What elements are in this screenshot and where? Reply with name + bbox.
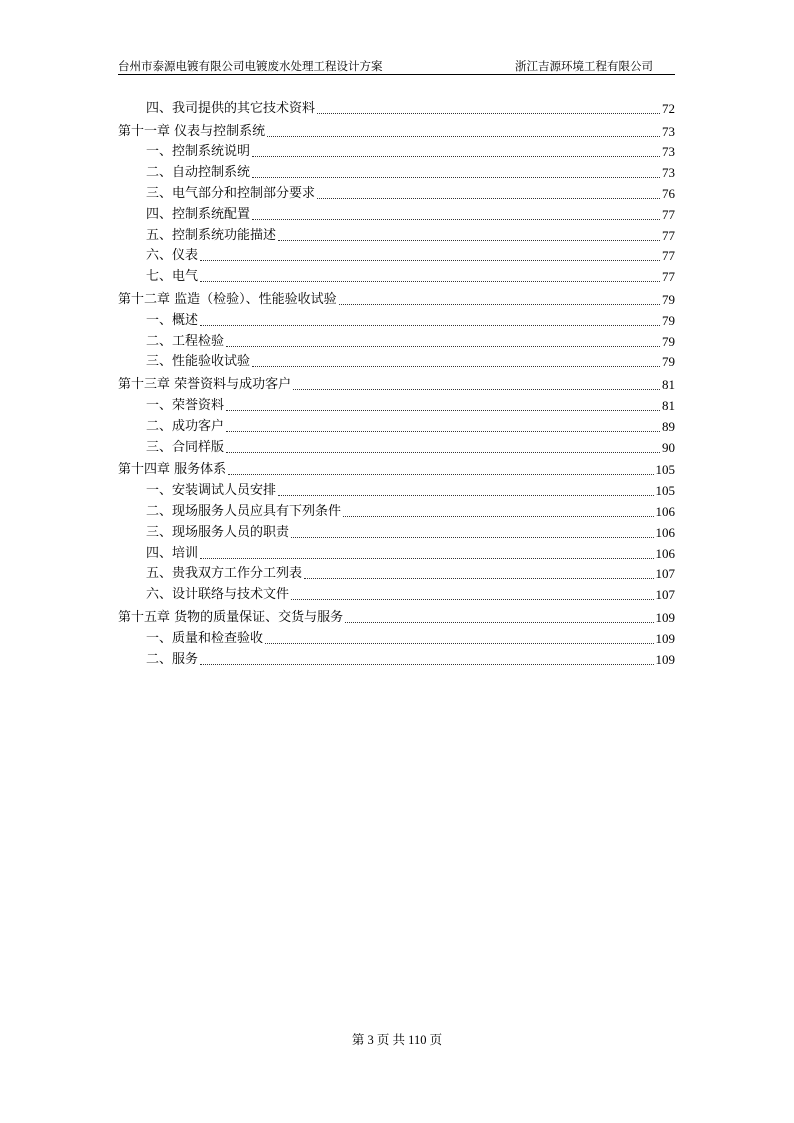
toc-section-entry[interactable]: [118, 183, 675, 204]
toc-leader-dots: [278, 495, 653, 496]
toc-section-entry[interactable]: [118, 649, 675, 670]
toc-entry-page-number: 77: [662, 269, 675, 285]
toc-leader-dots: [226, 431, 660, 432]
toc-entry-label: 第十三章 荣誉资料与成功客户: [118, 377, 292, 393]
toc-entry-label: 四、控制系统配置: [146, 206, 251, 222]
toc-section-entry[interactable]: [118, 98, 675, 119]
toc-entry-page-number: 72: [662, 100, 675, 116]
toc-section-entry[interactable]: [118, 142, 675, 163]
toc-entry-label: 第十一章 仪表与控制系统: [118, 123, 266, 139]
toc-entry-label: 五、贵我双方工作分工列表: [146, 566, 303, 582]
toc-leader-dots: [200, 281, 660, 282]
toc-entry-page-number: 106: [655, 545, 675, 561]
page-header: [118, 58, 675, 75]
toc-chapter-entry[interactable]: [118, 121, 675, 142]
toc-leader-dots: [291, 599, 653, 600]
toc-entry-label: 三、现场服务人员的职责: [146, 524, 290, 540]
toc-section-entry[interactable]: [118, 416, 675, 437]
toc-leader-dots: [252, 219, 660, 220]
toc-entry-page-number: 109: [655, 651, 675, 667]
toc-entry-label: 二、工程检验: [146, 333, 225, 349]
toc-entry-label: 一、概述: [146, 312, 199, 328]
toc-leader-dots: [265, 643, 653, 644]
toc-entry-label: 四、我司提供的其它技术资料: [146, 100, 316, 116]
toc-entry-page-number: 79: [662, 354, 675, 370]
toc-entry-page-number: 73: [662, 165, 675, 181]
table-of-contents: [118, 98, 675, 670]
toc-section-entry[interactable]: [118, 395, 675, 416]
toc-entry-label: 第十二章 监造（检验）、性能验收试验: [118, 291, 337, 307]
toc-entry-page-number: 89: [662, 418, 675, 434]
toc-entry-label: 四、培训: [146, 545, 199, 561]
toc-chapter-entry[interactable]: [118, 460, 675, 481]
toc-entry-page-number: 106: [655, 524, 675, 540]
toc-leader-dots: [278, 240, 660, 241]
toc-entry-page-number: 90: [662, 439, 675, 455]
toc-leader-dots: [200, 664, 653, 665]
toc-entry-page-number: 107: [655, 566, 675, 582]
toc-entry-page-number: 73: [662, 123, 675, 139]
toc-chapter-entry[interactable]: [118, 607, 675, 628]
toc-leader-dots: [293, 389, 660, 390]
toc-leader-dots: [317, 113, 660, 114]
toc-leader-dots: [200, 325, 660, 326]
toc-entry-label: 第十四章 服务体系: [118, 462, 227, 478]
toc-entry-label: 六、设计联络与技术文件: [146, 587, 290, 603]
toc-entry-page-number: 73: [662, 144, 675, 160]
toc-leader-dots: [226, 346, 660, 347]
toc-entry-label: 二、现场服务人员应具有下列条件: [146, 503, 342, 519]
toc-section-entry[interactable]: [118, 331, 675, 352]
toc-leader-dots: [252, 366, 660, 367]
toc-entry-label: 一、控制系统说明: [146, 144, 251, 160]
toc-leader-dots: [343, 516, 653, 517]
header-project-title: 台州市泰源电镀有限公司电镀废水处理工程设计方案: [118, 59, 383, 73]
toc-section-entry[interactable]: [118, 522, 675, 543]
toc-entry-label: 三、性能验收试验: [146, 354, 251, 370]
toc-entry-page-number: 79: [662, 333, 675, 349]
toc-entry-label: 一、质量和检查验收: [146, 630, 264, 646]
toc-leader-dots: [226, 410, 660, 411]
toc-entry-page-number: 107: [655, 587, 675, 603]
toc-leader-dots: [304, 578, 653, 579]
toc-entry-page-number: 79: [662, 312, 675, 328]
page-footer: 第 3 页 共 110 页: [351, 1033, 443, 1047]
toc-entry-label: 二、成功客户: [146, 418, 225, 434]
toc-entry-page-number: 77: [662, 248, 675, 264]
toc-entry-label: 二、自动控制系统: [146, 165, 251, 181]
toc-section-entry[interactable]: [118, 162, 675, 183]
toc-entry-page-number: 77: [662, 206, 675, 222]
toc-section-entry[interactable]: [118, 437, 675, 458]
toc-section-entry[interactable]: [118, 225, 675, 246]
toc-leader-dots: [317, 198, 660, 199]
toc-entry-label: 六、仪表: [146, 248, 199, 264]
toc-entry-page-number: 105: [655, 462, 675, 478]
toc-leader-dots: [252, 156, 660, 157]
toc-entry-label: 三、合同样版: [146, 439, 225, 455]
toc-section-entry[interactable]: [118, 266, 675, 287]
toc-entry-label: 一、安装调试人员安排: [146, 483, 277, 499]
toc-leader-dots: [228, 474, 653, 475]
toc-leader-dots: [200, 260, 660, 261]
toc-entry-label: 三、电气部分和控制部分要求: [146, 185, 316, 201]
toc-leader-dots: [200, 558, 653, 559]
toc-section-entry[interactable]: [118, 480, 675, 501]
toc-entry-label: 一、荣誉资料: [146, 397, 225, 413]
toc-section-entry[interactable]: [118, 543, 675, 564]
toc-section-entry[interactable]: [118, 352, 675, 373]
toc-entry-label: 五、控制系统功能描述: [146, 227, 277, 243]
toc-leader-dots: [267, 136, 660, 137]
toc-leader-dots: [291, 537, 653, 538]
toc-section-entry[interactable]: [118, 204, 675, 225]
toc-entry-page-number: 106: [655, 503, 675, 519]
toc-entry-page-number: 105: [655, 483, 675, 499]
toc-entry-label: 二、服务: [146, 651, 199, 667]
toc-entry-page-number: 109: [655, 630, 675, 646]
header-company-name: 浙江吉源环境工程有限公司: [515, 59, 653, 73]
toc-section-entry[interactable]: [118, 246, 675, 267]
toc-entry-page-number: 77: [662, 227, 675, 243]
toc-entry-page-number: 81: [662, 397, 675, 413]
toc-section-entry[interactable]: [118, 564, 675, 585]
toc-entry-page-number: 79: [662, 291, 675, 307]
toc-section-entry[interactable]: [118, 310, 675, 331]
toc-entry-page-number: 109: [655, 609, 675, 625]
toc-entry-page-number: 81: [662, 377, 675, 393]
toc-section-entry[interactable]: [118, 628, 675, 649]
toc-entry-label: 七、电气: [146, 269, 199, 285]
toc-leader-dots: [339, 304, 660, 305]
toc-section-entry[interactable]: [118, 584, 675, 605]
toc-leader-dots: [252, 177, 660, 178]
toc-leader-dots: [345, 622, 653, 623]
toc-entry-page-number: 76: [662, 185, 675, 201]
toc-leader-dots: [226, 452, 660, 453]
toc-entry-label: 第十五章 货物的质量保证、交货与服务: [118, 609, 344, 625]
toc-chapter-entry[interactable]: [118, 374, 675, 395]
toc-section-entry[interactable]: [118, 501, 675, 522]
toc-chapter-entry[interactable]: [118, 289, 675, 310]
